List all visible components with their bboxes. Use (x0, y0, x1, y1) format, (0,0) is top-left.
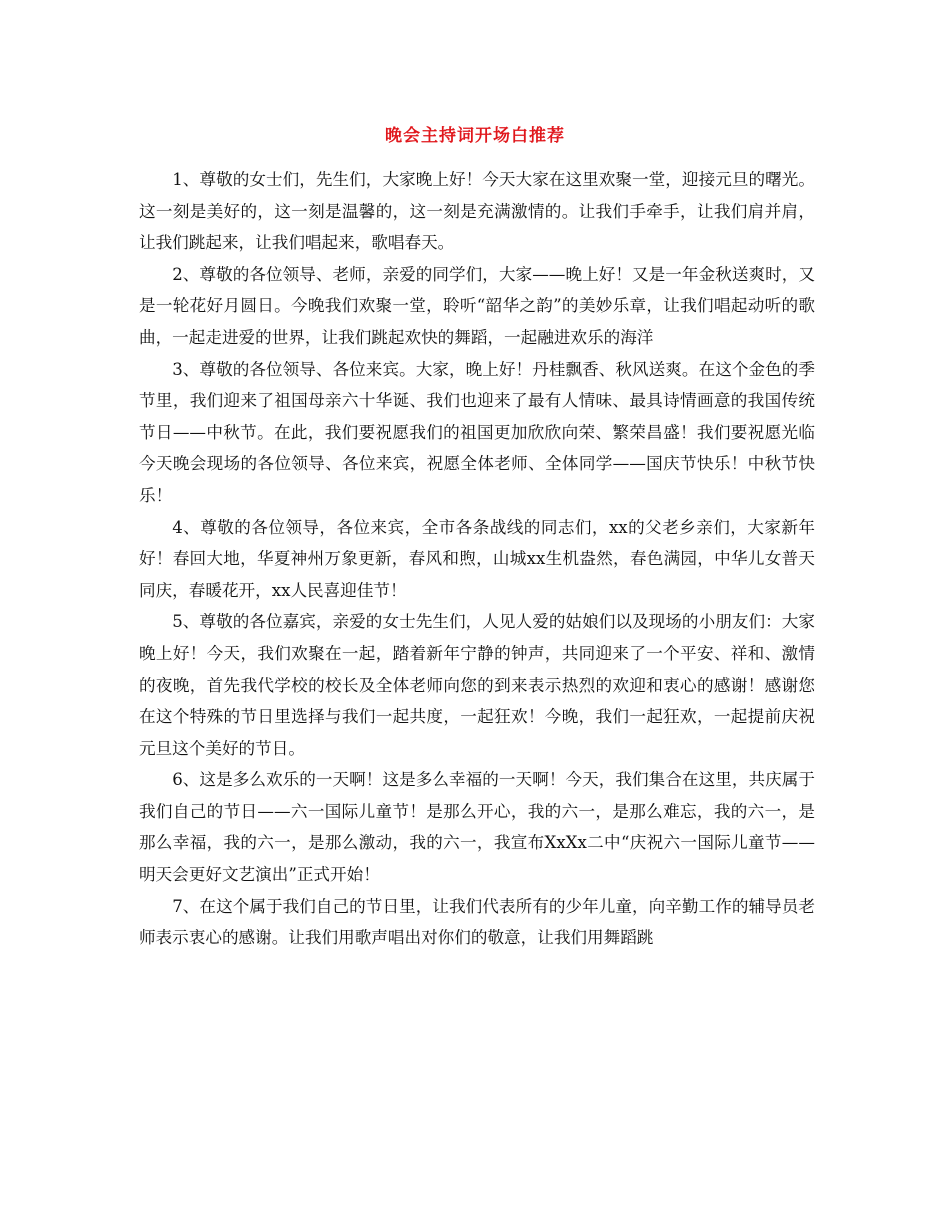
document-body (139, 164, 815, 954)
paragraph-4: 4、尊敬的各位领导，各位来宾，全市各条战线的同志们，xx的父老乡亲们，大家新年好！春回大地，华夏神州万象更新，春风和煦，山城xx生机盎然，春色满园，中华儿女普天同庆，春暖花开，xx人民喜迎佳节！ (139, 517, 815, 600)
paragraph-3: 3、尊敬的各位领导、各位来宾。大家，晚上好！丹桂飘香、秋风送爽。在这个金色的季节里，我们迎来了祖国母亲六十华诞、我们也迎来了最有人情味、最具诗情画意的我国传统节日——中秋节。在此，我们要祝愿我们的祖国更加欣欣向荣、繁荣昌盛！我们要祝愿光临今天晚会现场的各位领导、各位来宾，祝愿全体老师、全体同学——国庆节快乐！中秋节快乐！ (139, 359, 815, 505)
paragraph-2: 2、尊敬的各位领导、老师，亲爱的同学们，大家——晚上好！又是一年金秋送爽时，又是一轮花好月圆日。今晚我们欢聚一堂，聆听“韶华之韵”的美妙乐章，让我们唱起动听的歌曲，一起走进爱的世界，让我们跳起欢快的舞蹈，一起融进欢乐的海洋 (139, 264, 815, 347)
page-title: 晚会主持词开场白推荐 (385, 126, 565, 146)
paragraph-1: 1、尊敬的女士们，先生们，大家晚上好！今天大家在这里欢聚一堂，迎接元旦的曙光。这一刻是美好的，这一刻是温馨的，这一刻是充满激情的。让我们手牵手，让我们肩并肩，让我们跳起来，让我们唱起来，歌唱春天。 (139, 170, 815, 253)
paragraph-6: 6、这是多么欢乐的一天啊！这是多么幸福的一天啊！今天，我们集合在这里，共庆属于我们自己的节日——六一国际儿童节！是那么开心，我的六一，是那么难忘，我的六一，是那么幸福，我的六一，是那么激动，我的六一，我宣布XxXx二中“庆祝六一国际儿童节——明天会更好文艺演出”正式开始！ (139, 770, 815, 885)
paragraph-7: 7、在这个属于我们自己的节日里，让我们代表所有的少年儿童，向辛勤工作的辅导员老师表示衷心的感谢。让我们用歌声唱出对你们的敬意，让我们用舞蹈跳 (139, 896, 815, 948)
paragraph-5: 5、尊敬的各位嘉宾，亲爱的女士先生们，人见人爱的姑娘们以及现场的小朋友们：大家晚上好！今天，我们欢聚在一起，踏着新年宁静的钟声，共同迎来了一个平安、祥和、激情的夜晚，首先我代学校的校长及全体老师向您的到来表示热烈的欢迎和衷心的感谢！感谢您在这个特殊的节日里选择与我们一起共度，一起狂欢！今晚，我们一起狂欢，一起提前庆祝元旦这个美好的节日。 (139, 612, 815, 758)
